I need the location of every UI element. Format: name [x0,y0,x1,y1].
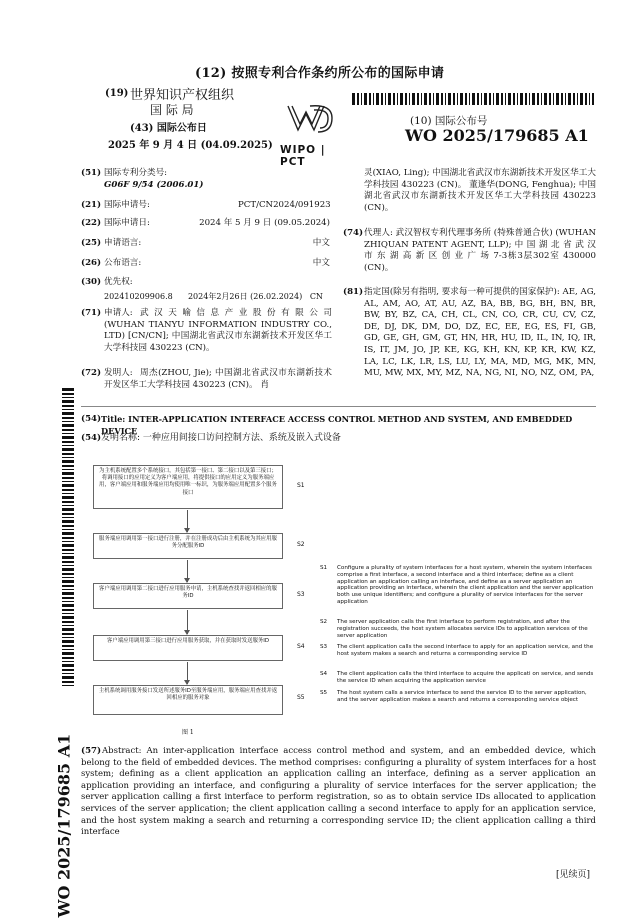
field-30-value: 202410209906.8 2024年2月26日 (26.02.2024) CN [104,292,323,301]
abstract-text: Abstract: An inter-application interface access control method and system, and an embedded device, which belong to the field of embedded devices. The method comprises: configuring a plurality of system interfaces for a host system; defining as a client application an application calling an interface, defining as a server application an application providing an interface, and configuring a plurality of service interfaces for the server application; the server application calling a first interface to perform registration, so as to obtain service IDs allocated to application services of the server application; the client application calling a second interface to apply for an application service, and the host system making a search and returning a corresponding service ID; the client application calling a third interface [81,746,596,838]
wipo-logo [280,100,350,168]
step-s4-label: S4 [320,671,328,677]
field-30-label: 优先权: [104,277,133,287]
pub-date-value: 2025 年 9 月 4 日 (04.09.2025) [108,140,273,151]
field-71-num: (71) [81,308,102,318]
field-30-num: (30) [81,277,102,287]
flow-label-s2: S2 [297,541,305,548]
section-divider [81,406,596,407]
org-number: (19) [105,88,129,99]
field-74-num: (74) [343,228,364,238]
flow-arrow-2 [187,560,188,582]
step-s1-label: S1 [320,565,328,571]
step-s5-label: S5 [320,690,328,696]
flow-label-s3: S3 [297,591,305,598]
step-s3-label: S3 [320,644,328,650]
field-81-value: 指定国(除另有指明, 要求每一种可提供的国家保护): AE, AG, AL, AM, AO, AT, AU, AZ, BA, BB, BG, BH, BN, BR, BW, BY, BZ, CA, CH, CL, CN, CO, CR, CU, CV, CZ, DE, DJ, DK, DM, DO, DZ, EC, EE, EG, ES, FI, GB, GD, GE, GH, GM, GT, HN, HR, HU, ID, IL, IN, IQ, IR, IS, IT, JM, JO, JP, KE, KG, KH, KN, KP, KR, KW, KZ, LA, LC, LK, LR, LS, LU, LY, MA, MD, MG, MK, MN, MU, MW, MX, MY, MZ, NA, NG, NI, NO, NZ, OM, PA, [364,287,596,379]
field-21-num: (21) [81,200,102,210]
org-subname: 国 际 局 [150,103,194,117]
barcode-side [62,388,74,688]
pub-date-label: (43) 国际公布日 [130,123,207,134]
field-25-value: 中文 [312,238,330,248]
field-72-num: (72) [81,368,102,378]
flow-box-s1: 为主机系统配置多个系统接口，其包括第一接口、第二接口以及第三接口；将调用接口的应用定义为客户端应用，将提供接口的应用定义为服务端应用，客户端应用和服务端应用均使用唯一标识，为服务端应用配置多个服务接口 [93,465,283,509]
field-25-num: (25) [81,238,102,248]
side-pub-number: WO 2025/179685 A1 [54,733,74,918]
field-74-value: 代理人: 武汉智权专利代理事务所 (特殊普通合伙) (WUHAN ZHIQUAN PATENT AGENT, LLP); 中 国 湖 北 省 武 汉 市 东 湖 高 新 区 创 业 广 场 7-3栋3层302室 430000 (CN)。 [364,228,596,273]
title-zh-num: (54) [81,433,102,443]
field-22-label: 国际申请日: [104,218,150,228]
title-en: Title: INTER-APPLICATION INTERFACE ACCESS CONTROL METHOD AND SYSTEM, AND EMBEDDED DEVICE [101,414,573,436]
wipo-logo-text: WIPO | PCT [280,144,326,168]
title-zh: 发明名称: 一种应用间接口访问控制方法、系统及嵌入式设备 [101,433,341,443]
pub-number-value: WO 2025/179685 A1 [405,126,589,145]
field-51-value: G06F 9/54 (2006.01) [104,180,204,190]
flow-label-s1: S1 [297,482,305,489]
figure-caption: 图 1 [182,729,194,736]
pub-number-label: (10) 国际公布号 [410,115,488,127]
field-71-value: 武 汉 天 喻 信 息 产 业 股 份 有 限 公 司 (WUHAN TIANYU INFORMATION INDUSTRY CO., LTD) [CN/CN]; 中国湖北省武汉市东湖新技术开发区华工大学科技园 430223 (CN)。 [104,308,332,353]
field-26-num: (26) [81,258,102,268]
step-s4-text: The client application calls the third interface to acquire the applicati on service, and sends the service ID when acquiring the application service [337,671,594,684]
org-name: 世界知识产权组织 [130,88,235,103]
title-en-num: (54) [81,414,102,424]
document-type-heading: (12) 按照专利合作条约所公布的国际申请 [195,66,445,81]
field-22-value: 2024 年 5 月 9 日 (09.05.2024) [199,218,330,228]
field-26-label: 公布语言: [104,258,142,268]
step-s2-label: S2 [320,619,328,625]
field-26-value: 中文 [312,258,330,268]
flow-box-s3: 客户端应用调用第二接口进行应用服务申请，主机系统查找并返回相应的服务ID [93,583,283,609]
field-21-value: PCT/CN2024/091923 [238,200,331,210]
flow-arrow-1 [187,510,188,532]
flow-label-s4: S4 [297,643,305,650]
flow-box-s5: 主机系统调用服务接口发送所述服务ID至服务端应用，服务端应用查找并返回相应的服务对象 [93,685,283,715]
field-22-num: (22) [81,218,102,228]
field-51-num: (51) [81,168,102,178]
field-25-label: 申请语言: [104,238,142,248]
step-s1-text: Configure a plurality of system interfaces for a host system, wherein the system interfaces comprise a first interface, a second interface and a third interface; define as a client application an application calling an interface, and define as a server application an application providing an interface, wherein the client application and the server application both use unique identifiers; and configure a plurality of service interfaces for the server application [337,565,594,605]
flow-box-s2: 服务端应用调用第一接口进行注册，并在注册成功后由主机系统为其应用服务分配服务ID [93,533,283,559]
field-71-label: 申请人: [104,308,133,318]
flow-arrow-3 [187,610,188,634]
field-51-label: 国际专利分类号: [104,168,168,178]
abstract-num: (57) [81,746,102,756]
inventor-continued: 灵(XIAO, Ling); 中国湖北省武汉市东湖新技术开发区华工大学科技园 430223 (CN)。 董逢华(DONG, Fenghua); 中国湖北省武汉市东湖新技术开发区华工大学科技园 430223 (CN)。 [364,168,596,213]
field-21-label: 国际申请号: [104,200,150,210]
flow-box-s4: 客户端应用调用第三接口进行应用服务获取，并在获取时发送服务ID [93,635,283,661]
field-81-num: (81) [343,287,364,297]
step-s5-text: The host system calls a service interface to send the service ID to the server application, and the server application makes a search and returns a corresponding service object [337,690,587,703]
step-s3-text: The client application calls the second interface to apply for an application service, and the host system makes a search and returns a corresponding service ID [337,644,594,657]
flow-arrow-4 [187,662,188,684]
step-s2-text: The server application calls the first interface to perform registration, and after the registration succeeds, the host system allocates service IDs to application services of the server application [337,619,588,639]
flow-label-s5: S5 [297,694,305,701]
barcode-top [352,90,594,102]
field-72-value: 周杰(ZHOU, Jie); 中国湖北省武汉市东湖新技术开发区华工大学科技园 430223 (CN)。 肖 [104,368,332,390]
field-72-label: 发明人: [104,368,133,378]
continued-marker: [见续页] [556,870,591,880]
